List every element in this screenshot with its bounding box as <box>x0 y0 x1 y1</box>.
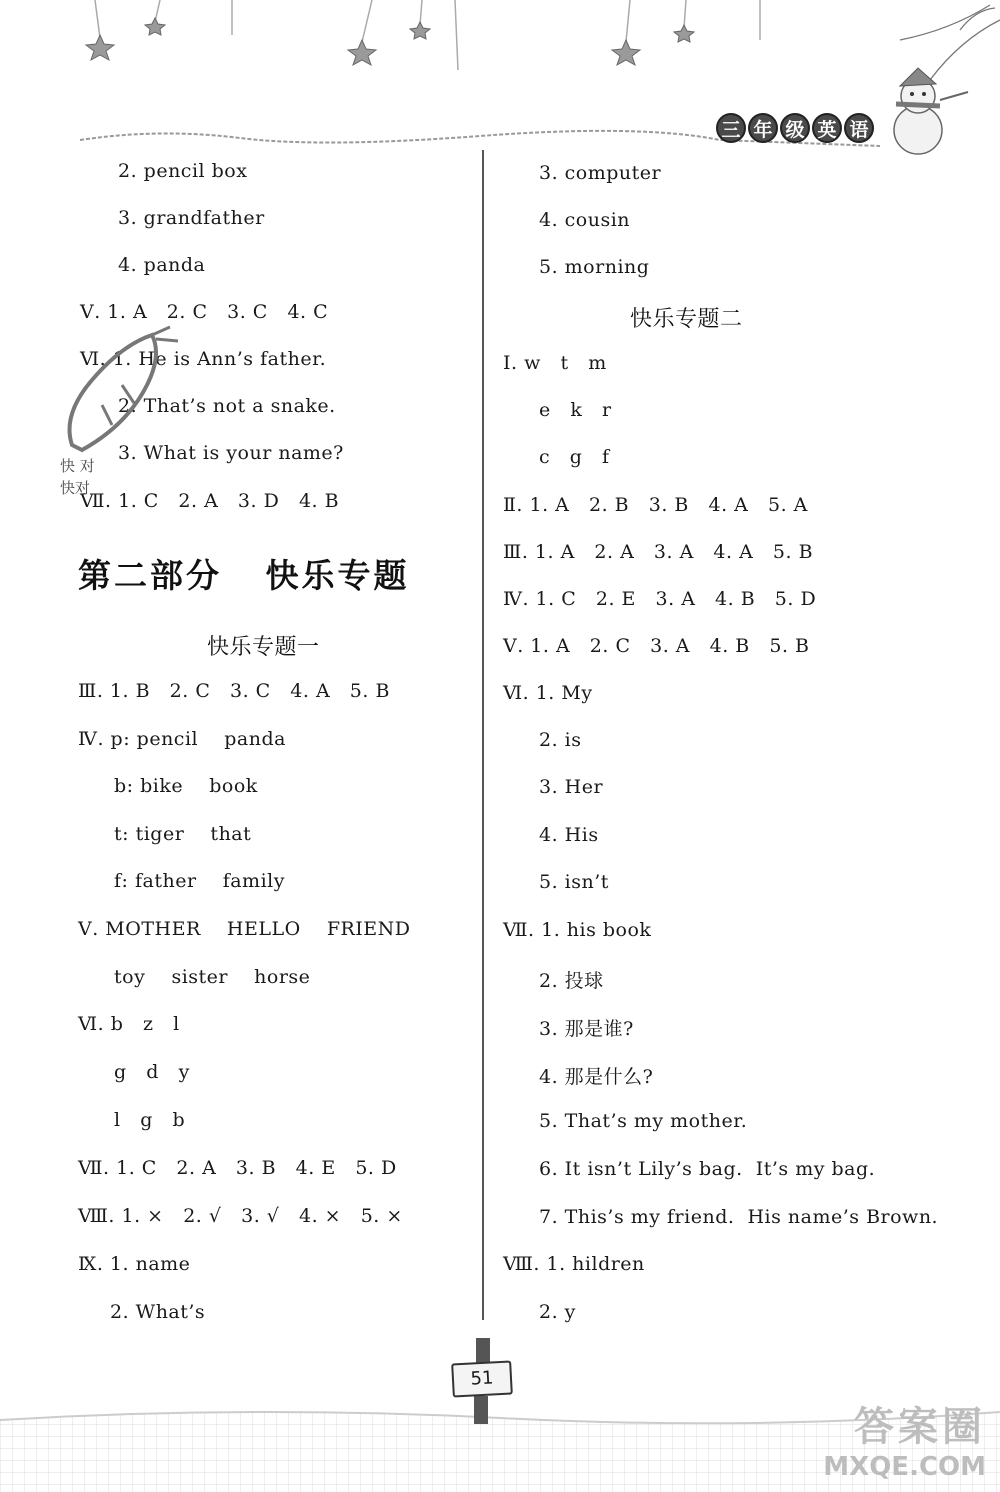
answer-line: e k r <box>539 399 612 421</box>
answer-line: Ⅲ. 1. B 2. C 3. C 4. A 5. B <box>78 680 390 702</box>
answer-line: Ⅴ. MOTHER HELLO FRIEND <box>78 918 411 940</box>
answer-line: 5. morning <box>539 256 650 278</box>
answer-line: l g b <box>114 1109 186 1131</box>
answer-line: 3. Her <box>539 776 604 798</box>
answer-line: 6. It isn’t Lily’s bag. It’s my bag. <box>539 1158 876 1180</box>
answer-line: 7. This’s my friend. His name’s Brown. <box>539 1206 939 1228</box>
grade-subject-label: 三 年 级 英 语 <box>716 113 874 143</box>
answer-line: 3. computer <box>539 162 662 184</box>
answer-line: 3. What is your name? <box>118 442 344 464</box>
answer-line: b: bike book <box>114 775 258 797</box>
part-title: 第二部分 快乐专题 <box>78 556 410 595</box>
signpost <box>474 1396 488 1424</box>
carrot-stamp-icon <box>52 325 192 475</box>
answer-line: Ⅶ. 1. his book <box>503 919 652 941</box>
section-title: 快乐专题二 <box>630 307 743 332</box>
stamp-text: 快 对 快对 <box>60 457 95 497</box>
answer-line: Ⅳ. 1. C 2. E 3. A 4. B 5. D <box>503 588 817 610</box>
answer-line: Ⅵ. 1. My <box>503 682 593 704</box>
answer-line: Ⅷ. 1. × 2. √ 3. √ 4. × 5. × <box>78 1205 403 1227</box>
signpost <box>476 1338 490 1364</box>
section-title: 快乐专题一 <box>207 635 320 660</box>
answer-line: Ⅲ. 1. A 2. A 3. A 4. A 5. B <box>503 541 814 563</box>
answer-line: Ⅶ. 1. C 2. A 3. B 4. E 5. D <box>78 1157 397 1179</box>
answer-line: 4. His <box>539 824 599 846</box>
answer-line: Ⅸ. 1. name <box>78 1253 191 1275</box>
answer-line: 2. What’s <box>110 1301 206 1323</box>
answer-line: Ⅶ. 1. C 2. A 3. D 4. B <box>80 490 340 512</box>
answer-line: 5. That’s my mother. <box>539 1110 748 1132</box>
answer-line: 4. 那是什么? <box>539 1066 654 1088</box>
watermark: 答案圈 MXQE.COM <box>823 1404 986 1482</box>
snowman-icon <box>894 68 968 154</box>
answer-line: Ⅰ. w t m <box>503 352 607 374</box>
right-column <box>483 152 1000 1332</box>
answer-line: 2. 投球 <box>539 970 604 992</box>
answer-line: 2. is <box>539 729 582 751</box>
answer-line: 3. 那是谁? <box>539 1018 634 1040</box>
answer-line: 4. panda <box>118 254 206 276</box>
answer-line: Ⅳ. p: pencil panda <box>78 728 286 750</box>
answer-line: 3. grandfather <box>118 207 265 229</box>
answer-line: Ⅵ. b z l <box>78 1013 180 1035</box>
answer-line: g d y <box>114 1061 190 1083</box>
page-header <box>0 0 1000 160</box>
answer-line: 2. That’s not a snake. <box>118 395 336 417</box>
answer-line: toy sister horse <box>114 966 311 988</box>
answer-line: 5. isn’t <box>539 871 609 893</box>
answer-line: Ⅱ. 1. A 2. B 3. B 4. A 5. A <box>503 494 808 516</box>
answer-line: Ⅵ. 1. He is Ann’s father. <box>80 348 327 370</box>
answer-line: 4. cousin <box>539 209 631 231</box>
answer-line: t: tiger that <box>114 823 252 845</box>
answer-line: f: father family <box>114 870 285 892</box>
answer-line: 2. pencil box <box>118 160 248 182</box>
answer-line: c g f <box>539 446 610 468</box>
answer-line: Ⅴ. 1. A 2. C 3. A 4. B 5. B <box>503 635 810 657</box>
answer-line: Ⅷ. 1. hildren <box>503 1253 645 1275</box>
answer-line: 2. y <box>539 1301 576 1323</box>
page-number: 51 <box>451 1360 513 1397</box>
answer-line: Ⅴ. 1. A 2. C 3. C 4. C <box>80 301 329 323</box>
